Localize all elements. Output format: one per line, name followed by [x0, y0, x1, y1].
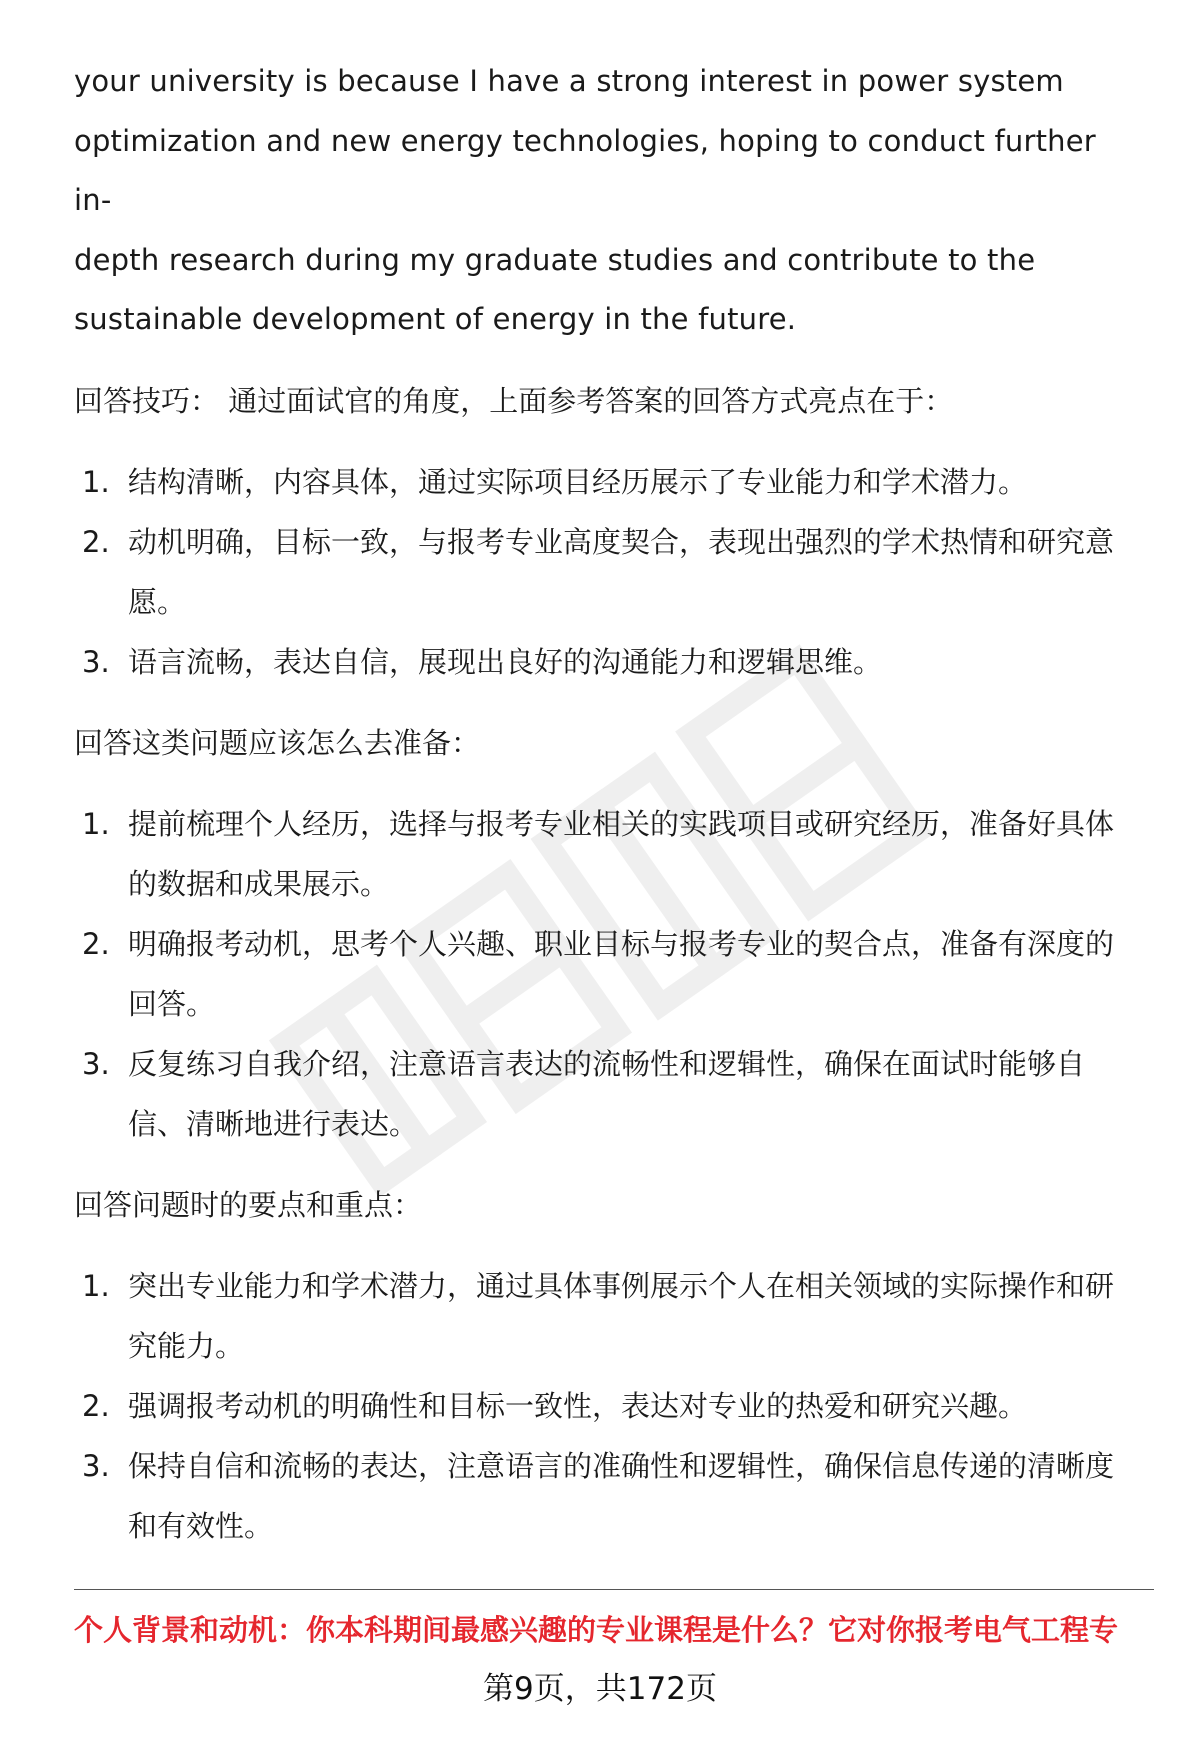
list-item: [74, 1034, 1140, 1154]
document-body: [74, 52, 1140, 1556]
list-item-text: 保持自信和流畅的表达，注意语言的准确性和逻辑性，确保信息传递的清晰度: [128, 1448, 1115, 1483]
list-item: [74, 794, 1140, 914]
page-number: 第9页，共172页: [483, 1671, 717, 1707]
list-item: [74, 914, 1140, 1034]
list-number: 3.: [82, 1448, 110, 1483]
list-item-text: 突出专业能力和学术潜力，通过具体事例展示个人在相关领域的实际操作和研: [128, 1268, 1115, 1303]
section-divider: [74, 1589, 1154, 1590]
list-number: 1.: [82, 1268, 110, 1303]
list-item: [74, 1376, 1140, 1436]
list-number: 3.: [82, 644, 110, 679]
list-number: 2.: [82, 1388, 110, 1423]
list-item-text: 愿。: [128, 584, 187, 619]
list-item-text: 语言流畅，表达自信，展现出良好的沟通能力和逻辑思维。: [128, 644, 883, 679]
list-number: 2.: [82, 926, 110, 961]
intro-paragraph: [74, 52, 1140, 350]
list-item: [74, 452, 1140, 512]
list-item: [74, 1256, 1140, 1376]
list-item-text: 结构清晰，内容具体，通过实际项目经历展示了专业能力和学术潜力。: [128, 464, 1028, 499]
list-item-text: 究能力。: [128, 1328, 245, 1363]
list-item-text: 反复练习自我介绍，注意语言表达的流畅性和逻辑性，确保在面试时能够自: [128, 1046, 1086, 1081]
list-item-text: 提前梳理个人经历，选择与报考专业相关的实践项目或研究经历，准备好具体: [128, 806, 1115, 841]
list-item-text: 的数据和成果展示。: [128, 866, 390, 901]
section-heading-tips: 回答技巧： 通过面试官的角度，上面参考答案的回答方式亮点在于：: [74, 383, 954, 418]
tips-list: [74, 452, 1140, 692]
list-item-text: 和有效性。: [128, 1508, 274, 1543]
list-item-text: 明确报考动机，思考个人兴趣、职业目标与报考专业的契合点，准备有深度的: [128, 926, 1115, 961]
list-number: 3.: [82, 1046, 110, 1081]
section-heading-preparation: 回答这类问题应该怎么去准备：: [74, 725, 481, 760]
list-item: [74, 512, 1140, 632]
list-item-text: 强调报考动机的明确性和目标一致性，表达对专业的热爱和研究兴趣。: [128, 1388, 1028, 1423]
next-question-heading: 个人背景和动机：你本科期间最感兴趣的专业课程是什么？它对你报考电气工程专: [74, 1613, 1119, 1647]
intro-line: optimization and new energy technologies, hoping to conduct further in-: [74, 123, 1096, 217]
list-number: 1.: [82, 464, 110, 499]
preparation-list: [74, 794, 1140, 1154]
intro-line: your university is because I have a strong interest in power system: [74, 64, 1064, 98]
list-item: [74, 1436, 1140, 1556]
intro-line: depth research during my graduate studies and contribute to the: [74, 242, 1036, 277]
list-item-text: 动机明确，目标一致，与报考专业高度契合，表现出强烈的学术热情和研究意: [128, 524, 1115, 559]
intro-line: sustainable development of energy in the future.: [74, 302, 797, 336]
list-item-text: 信、清晰地进行表达。: [128, 1106, 419, 1141]
key-points-list: [74, 1256, 1140, 1556]
list-item: [74, 632, 1140, 692]
section-heading-key-points: 回答问题时的要点和重点：: [74, 1187, 423, 1222]
list-item-text: 回答。: [128, 986, 216, 1021]
list-number: 1.: [82, 806, 110, 841]
list-number: 2.: [82, 524, 110, 559]
